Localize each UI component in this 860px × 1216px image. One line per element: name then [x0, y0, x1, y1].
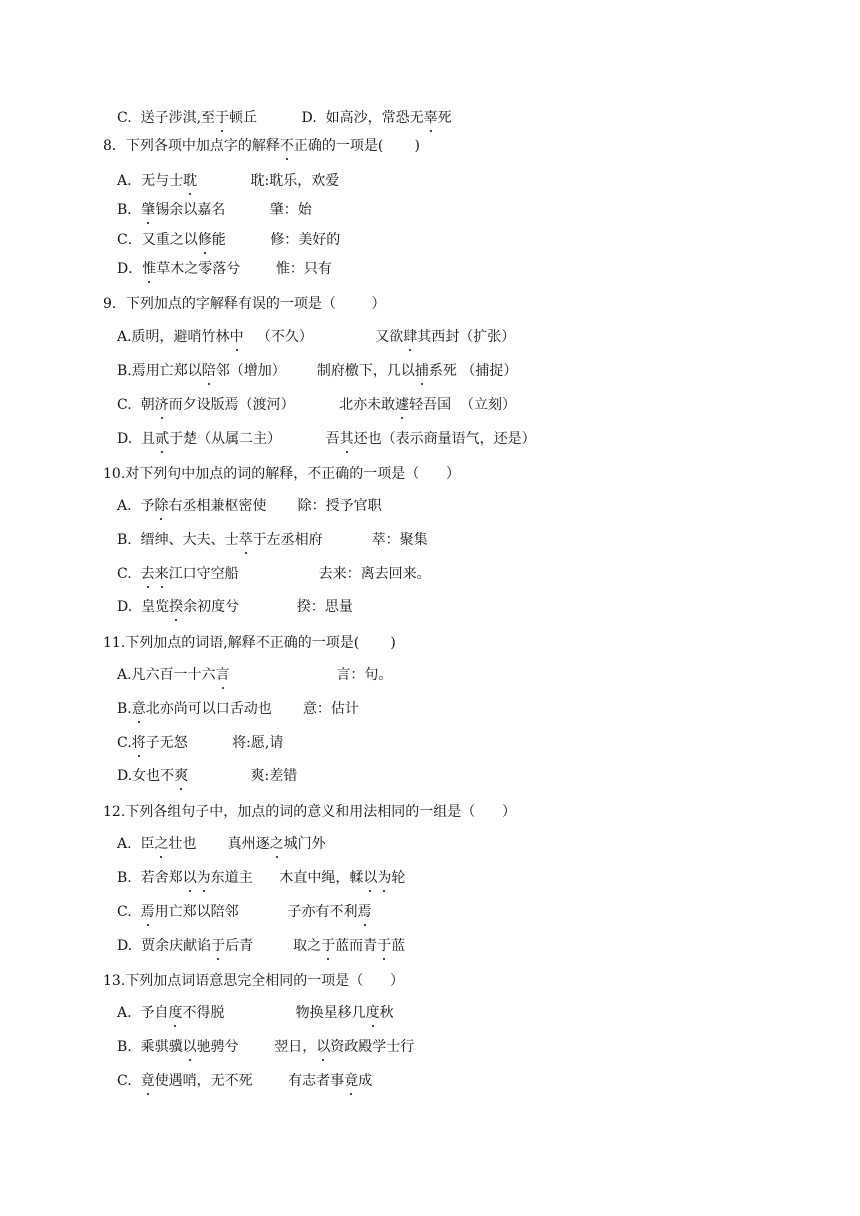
text-segment: 成: [358, 1073, 373, 1089]
text-segment: 子无怒 将:愿,请: [145, 735, 284, 751]
text-segment: C. 送子涉淇,至: [117, 110, 216, 126]
text-segment: A. 予自: [117, 1005, 169, 1021]
dotted-character: 惟: [142, 261, 157, 277]
dotted-character: 不: [279, 138, 294, 154]
text-segment: 北亦尚可以口舌动也 意：估计: [145, 701, 359, 717]
dotted-character: 意: [131, 701, 146, 717]
dotted-character: 将: [131, 735, 146, 751]
text-segment: B．: [117, 202, 142, 218]
text-line-15: [117, 565, 431, 583]
dotted-character: 济: [154, 397, 169, 413]
text-line-22: [103, 803, 516, 821]
text-segment: 壮也 真州逐: [168, 836, 270, 852]
text-segment: 顿丘 D. 如高沙，常恐无: [229, 110, 424, 126]
text-segment: 后青 取之: [225, 938, 322, 954]
text-segment: D．: [117, 261, 143, 277]
text-line-25: [117, 903, 372, 921]
dotted-character: 言: [215, 667, 230, 683]
text-segment: 能 修：美好的: [211, 232, 341, 248]
dotted-character: 度: [168, 1005, 183, 1021]
dotted-character: 除: [154, 498, 169, 514]
text-line-5: [117, 231, 340, 249]
text-segment: B.: [117, 701, 132, 717]
text-segment: 资政殿学士行: [330, 1039, 415, 1055]
text-segment: D. 且: [117, 431, 156, 447]
dotted-character: 揆: [169, 599, 184, 615]
text-segment: 11.下列加点的词语,解释不正确的一项是( ): [103, 635, 396, 651]
text-segment: 江口守空船 去来：离去回来。: [168, 566, 431, 582]
text-line-27: [103, 972, 404, 990]
dotted-character: 陪: [201, 363, 216, 379]
dotted-character: 于: [377, 938, 392, 954]
text-line-13: [117, 497, 382, 515]
text-segment: 言：句。: [229, 667, 393, 683]
text-segment: A. 臣: [117, 836, 155, 852]
text-line-7: [103, 295, 386, 313]
text-segment: A.质明，避哨竹林: [117, 329, 230, 345]
dotted-character: 捕: [414, 363, 429, 379]
dotted-character: 爽: [174, 768, 189, 784]
text-segment: 草木之零落兮 惟：只有: [156, 261, 332, 277]
dotted-character: 以为: [363, 870, 392, 886]
dotted-character: 肇: [141, 202, 156, 218]
text-line-14: [117, 531, 428, 549]
text-segment: B. 若舍郑: [117, 870, 183, 886]
text-segment: 城门外: [283, 836, 326, 852]
text-segment: 耽:耽乐，欢爱: [197, 173, 340, 189]
text-line-23: [117, 835, 326, 853]
text-segment: 正确的一项是( ): [293, 138, 420, 154]
text-segment: 蓝: [391, 938, 406, 954]
text-segment: 用亡郑以陪邻 子亦有不利: [154, 904, 358, 920]
text-line-10: [117, 396, 516, 414]
dotted-character: 焉: [357, 904, 372, 920]
text-segment: 余初度兮 揆：思量: [183, 599, 353, 615]
text-line-3: [117, 172, 339, 190]
text-segment: 9．下列加点的字解释有误的一项是（ ）: [103, 296, 386, 312]
dotted-character: 去来: [140, 566, 169, 582]
text-line-17: [103, 634, 396, 652]
text-segment: 而夕设版焉（渡河） 北亦未敢: [168, 397, 396, 413]
text-line-6: [117, 260, 332, 278]
text-segment: A．无与士: [117, 173, 184, 189]
text-line-26: [117, 937, 405, 955]
dotted-character: 肆: [403, 329, 418, 345]
dotted-character: 遽: [395, 397, 410, 413]
text-segment: 其西封（扩张）: [417, 329, 516, 345]
text-line-24: [117, 869, 405, 887]
text-segment: 系死 （捕捉）: [428, 363, 518, 379]
text-segment: 13.下列加点词语意思完全相同的一项是（ ）: [103, 973, 404, 989]
text-segment: C. 朝: [117, 397, 155, 413]
dotted-character: 贰: [155, 431, 170, 447]
text-line-28: [117, 1004, 394, 1022]
dotted-character: 其: [339, 431, 354, 447]
text-segment: 12.下列各组句子中，加点的词的意义和用法相同的一组是（ ）: [103, 804, 516, 820]
text-segment: 锡余以嘉名 肇：始: [155, 202, 312, 218]
text-line-19: [117, 700, 359, 718]
text-segment: 于楚（从属二主） 吾: [169, 431, 340, 447]
dotted-character: 于: [321, 938, 336, 954]
text-segment: 东道主 木直中绳，輮: [210, 870, 364, 886]
dotted-character: 之: [269, 836, 284, 852]
text-segment: 轻吾国 （立刻）: [409, 397, 516, 413]
text-segment: B.焉用亡郑以: [117, 363, 202, 379]
text-segment: 于左丞相府 萃：聚集: [252, 532, 428, 548]
text-segment: C.: [117, 1073, 141, 1089]
text-segment: 驰骋兮 翌日，: [196, 1039, 317, 1055]
text-segment: 爽:差错: [188, 768, 298, 784]
dotted-character: 耽: [183, 173, 198, 189]
text-segment: 死: [437, 110, 452, 126]
dotted-character: 中: [229, 329, 244, 345]
dotted-character: 竟: [140, 1073, 155, 1089]
text-segment: D. 皇览: [117, 599, 170, 615]
text-line-30: [117, 1072, 372, 1090]
text-segment: 不得脱 物换星移几: [182, 1005, 366, 1021]
text-segment: 右丞相兼枢密使 除：授予官职: [168, 498, 382, 514]
text-segment: 还也（表示商量语气，还是）: [353, 431, 536, 447]
dotted-character: 竟: [344, 1073, 359, 1089]
text-line-16: [117, 598, 353, 616]
text-line-20: [117, 734, 283, 752]
dotted-character: 以: [182, 1039, 197, 1055]
dotted-character: 焉: [140, 904, 155, 920]
dotted-character: 以: [316, 1039, 331, 1055]
dotted-character: 辜: [423, 110, 438, 126]
text-segment: 8．下列各项中加点字的解释: [103, 138, 280, 154]
dotted-character: 于: [215, 110, 230, 126]
text-segment: 轮: [391, 870, 406, 886]
text-segment: A.凡六百一十六: [117, 667, 216, 683]
text-segment: 10.对下列句中加点的词的解释，不正确的一项是（ ）: [103, 466, 460, 482]
text-segment: 秋: [379, 1005, 394, 1021]
text-line-2: [103, 137, 420, 155]
dotted-character: 之: [154, 836, 169, 852]
text-line-29: [117, 1038, 414, 1056]
text-segment: C.: [117, 735, 132, 751]
text-segment: C.: [117, 904, 141, 920]
text-line-21: [117, 767, 297, 785]
text-segment: 使遇哨，无不死 有志者事: [154, 1073, 345, 1089]
text-line-1: [117, 109, 452, 127]
text-line-4: [117, 201, 312, 219]
text-line-12: [103, 465, 460, 483]
dotted-character: 修: [197, 232, 212, 248]
text-segment: C.: [117, 566, 141, 582]
text-segment: 邻（增加） 制府檄下，几以: [215, 363, 415, 379]
dotted-character: 度: [365, 1005, 380, 1021]
text-segment: B. 缙绅、大夫、士: [117, 532, 239, 548]
text-segment: 蓝而青: [335, 938, 378, 954]
dotted-character: 于: [211, 938, 226, 954]
text-line-8: [117, 328, 515, 346]
text-segment: D. 贾余庆献谄: [117, 938, 212, 954]
text-line-9: [117, 362, 517, 380]
text-segment: B. 乘骐骥: [117, 1039, 183, 1055]
text-segment: D.女也不: [117, 768, 175, 784]
text-segment: （不久） 又欲: [243, 329, 404, 345]
text-segment: C．又重之以: [117, 232, 198, 248]
text-line-18: [117, 666, 392, 684]
dotted-character: 萃: [238, 532, 253, 548]
text-segment: A. 予: [117, 498, 155, 514]
text-line-11: [117, 430, 536, 448]
dotted-character: 以为: [182, 870, 211, 886]
